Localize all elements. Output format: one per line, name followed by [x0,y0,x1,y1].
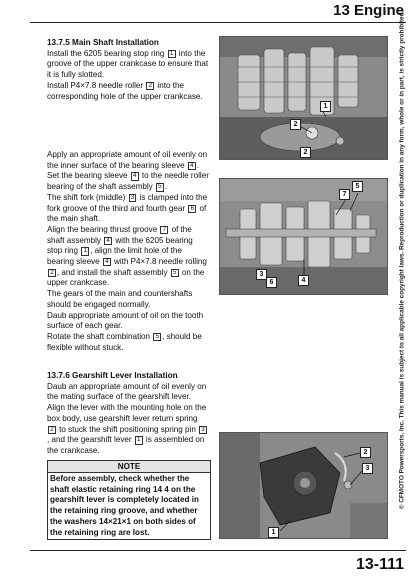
callout-fig3: 1 [268,527,279,538]
copyright-text: © CFMOTO Powersports, Inc. This manual is subject to all applicable copyright laws. Reproduction or duplication in any form, whole or in part, is strictly prohibited. [398,10,406,510]
callout-fig1: 2 [300,147,311,158]
callout-fig2: 6 [266,277,277,288]
instruction-rotate-shaft: Rotate the shaft combination 5 , should be flexible without stuck. [47,331,202,352]
note-title: NOTE [48,461,210,473]
callout-fig3: 2 [360,447,371,458]
section-main-shaft-continued [47,150,209,353]
instruction-align-groove: Align the bearing thrust groove 7 of the shaft assembly 4 with the 6205 bearing stop ring 1 , align the limit hole of the bearing sleeve 4 with P4×7.8 needle rolling 2 , and install the shaft assembly 5 on the upper crankcase. [47,224,207,288]
section-heading-gearshift: 13.7.6 Gearshift Lever Installation [47,371,178,380]
instruction-daub-oil: Daub appropriate amount of oil on the tooth surface of each gear. [47,310,204,331]
note-box [47,460,211,540]
callout-fig1: 1 [320,101,331,112]
instruction-set-sleeve: Set the bearing sleeve 4 to the needle roller bearing of the shaft assembly 5 . [47,171,209,192]
callout-fig2: 4 [298,275,309,286]
instruction-oil-lever: Daub an appropriate amount of oil evenly on the mating surface of the gearshift lever. [47,381,207,402]
footer-rule [30,550,406,551]
figure-gearshift-lever [219,432,388,539]
instruction-stop-ring: Install the 6205 bearing stop ring 1 into the groove of the upper crankcase to ensure that it is fully slotted. [47,48,209,80]
instruction-oil-sleeve: Apply an appropriate amount of oil evenly on the inner surface of the bearing sleeve 4 . [47,150,208,170]
gear-assembly-illustration [220,37,387,159]
note-body: Before assembly, check whether the shaft elastic retaining ring 14 4 on the gearshift lever is completely located in the retaining ring groove, and whether the washers 14×21×1 on both sides of the retaining ring are lost. [50,474,199,537]
callout-fig2: 5 [352,181,363,192]
callout-fig1: 2 [290,119,301,130]
section-main-shaft-installation [47,38,209,102]
section-gearshift-lever-installation [47,371,209,457]
section-heading-main-shaft: 13.7.5 Main Shaft Installation [47,38,159,47]
page-number: 13-111 [355,556,404,573]
callout-fig2: 7 [339,189,350,200]
instruction-needle-roller: Install P4×7.8 needle roller 2 into the corresponding hole of the upper crankcase. [47,80,203,101]
instruction-shift-fork: The shift fork (middle) 3 is clamped into the fork groove of the third and fourth gear 6 of the main shaft. [47,192,208,224]
copyright-side-note [392,0,412,520]
chapter-title: 13 Engine [333,2,404,19]
callout-fig2: 3 [256,269,267,280]
instruction-align-lever: Align the lever with the mounting hole on the box body, use gearshift lever return spring 2 to stuck the shift positioning spring pin 3, and the gearshift lever 1 is assembled on the crankcase. [47,403,207,455]
instruction-gears-engaged: The gears of the main and countershafts should be engaged normally. [47,289,193,309]
figure-shaft-assembly-installed [219,178,388,295]
figure-main-shaft-upper-case [219,36,388,160]
header-rule [30,22,406,23]
callout-fig3: 3 [362,463,373,474]
